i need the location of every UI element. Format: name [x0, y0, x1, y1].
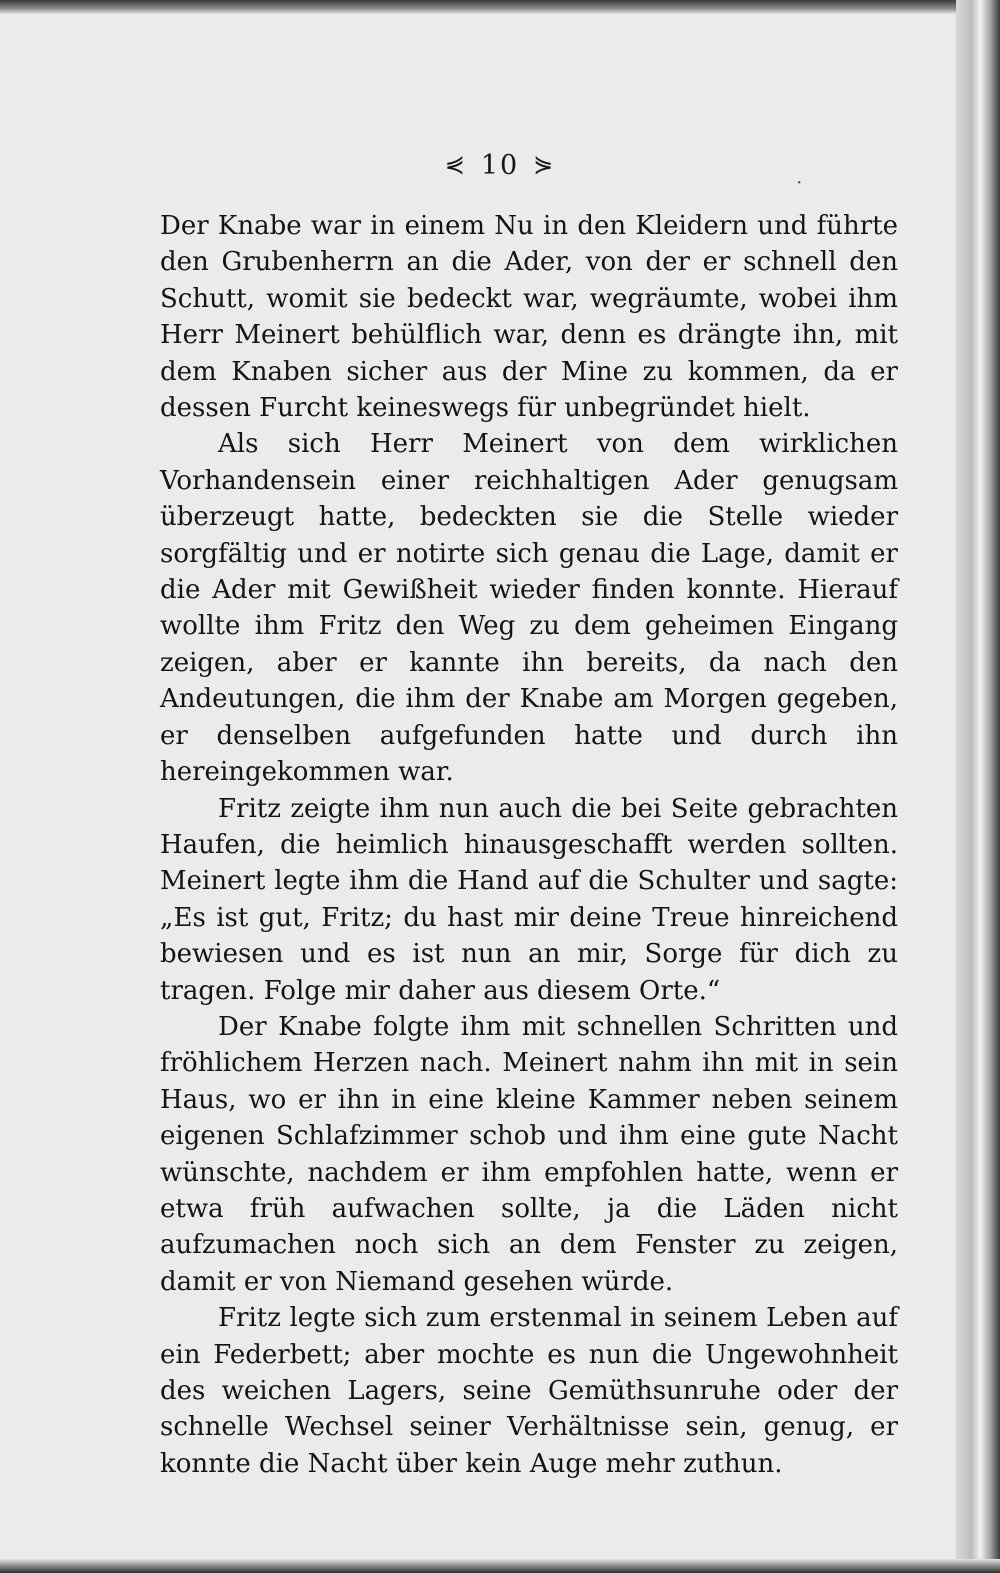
paragraph: Als sich Herr Meinert von dem wirklichen Vorhandensein einer reichhaltigen Ader genugsam überzeugt hatte, bedeckten sie die Stelle wieder sorgfältig und er notirte sich genau die Lage, damit er die Ader mit Gewißheit wieder finden konnte. Hierauf wollte ihm Fritz den Weg zu dem geheimen Eingang zeigen, aber er kannte ihn bereits, da nach den Andeutungen, die ihm der Knabe am Morgen gegeben, er denselben aufgefunden hatte und durch ihn hereingekommen war.: [160, 429, 898, 788]
page-number: 10: [480, 150, 520, 181]
body-text: [160, 208, 898, 1482]
page-bottom-edge: [0, 1559, 1000, 1573]
left-ornament-icon: ⋞: [444, 150, 467, 178]
paragraph: Der Knabe war in einem Nu in den Kleidern und führte den Grubenherrn an die Ader, von der er schnell den Schutt, womit sie bedeckt war, wegräumte, wobei ihm Herr Meinert behülflich war, denn es drängte ihn, mit dem Knaben sicher aus der Mine zu kommen, da er dessen Furcht keineswegs für unbegründet hielt.: [160, 211, 898, 424]
speck-mark-icon: ·: [796, 170, 803, 194]
page-top-edge: [0, 0, 1000, 14]
page-header: [0, 150, 1000, 181]
right-ornament-icon: ⋟: [533, 150, 556, 178]
paragraph: Fritz zeigte ihm nun auch die bei Seite gebrachten Haufen, die heimlich hinausgeschafft werden sollten. Meinert legte ihm die Hand auf die Schulter und sagte: „Es ist gut, Fritz; du hast mir deine Treue hinreichend bewiesen und es ist nun an mir, Sorge für dich zu tragen. Folge mir daher aus diesem Orte.“: [160, 793, 898, 1006]
page-right-edge: [956, 0, 1000, 1573]
paragraph: Der Knabe folgte ihm mit schnellen Schritten und fröhlichem Herzen nach. Meinert nahm ihn mit in sein Haus, wo er ihn in eine kleine Kammer neben seinem eigenen Schlafzimmer schob und ihm eine gute Nacht wünschte, nachdem er ihm empfohlen hatte, wenn er etwa früh aufwachen sollte, ja die Läden nicht aufzumachen noch sich an dem Fenster zu zeigen, damit er von Niemand gesehen würde.: [160, 1011, 898, 1297]
paragraph: Fritz legte sich zum erstenmal in seinem Leben auf ein Federbett; aber mochte es nun die Ungewohnheit des weichen Lagers, seine Gemüthsunruhe oder der schnelle Wechsel seiner Verhältnisse sein, genug, er konnte die Nacht über kein Auge mehr zuthun.: [160, 1303, 898, 1479]
